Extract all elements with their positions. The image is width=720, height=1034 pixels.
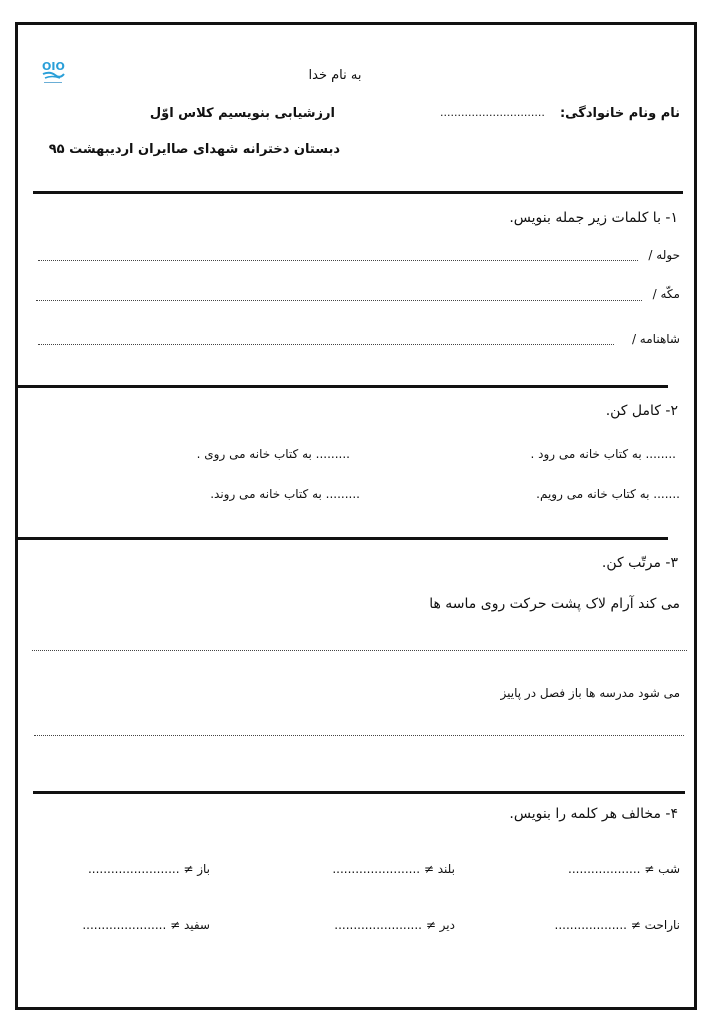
fill-blank-item[interactable]: ........ به کتاب خانه می رود . [530,447,676,461]
word-label: حوله / [648,248,680,262]
section-divider [33,791,685,794]
antonym-item[interactable]: دیر ≠ ....................... [334,918,455,932]
bismillah: به نام خدا [308,68,362,83]
svg-text:OIO: OIO [42,60,65,73]
word-label: شاهنامه / [631,332,680,346]
antonym-item[interactable]: بلند ≠ ....................... [332,862,455,876]
section-2-title: ۲- کامل کن. [605,403,678,419]
answer-line[interactable] [36,300,642,301]
answer-line[interactable] [34,735,684,736]
school-logo-icon [40,58,66,86]
fill-blank-item[interactable]: ......... به کتاب خانه می روند. [210,487,360,501]
scrambled-sentence: می کند آرام لاک پشت حرکت روی ماسه ها [429,596,680,612]
scrambled-sentence: می شود مدرسه ها باز فصل در پاییز [500,686,680,700]
section-divider [33,191,683,194]
section-4-title: ۴- مخالف هر کلمه را بنویس. [509,806,678,822]
name-field[interactable]: .............................. [440,106,545,119]
antonym-item[interactable]: باز ≠ ........................ [87,862,210,876]
answer-line[interactable] [38,344,614,345]
antonym-item[interactable]: ناراحت ≠ ................... [554,918,680,932]
section-divider [18,385,668,388]
word-label: مکّه / [652,287,680,301]
fill-blank-item[interactable]: ......... به کتاب خانه می روی . [196,447,350,461]
name-label: نام ونام خانوادگی: [559,106,680,121]
section-1-title: ۱- با کلمات زیر جمله بنویس. [509,210,678,226]
section-divider [18,537,668,540]
answer-line[interactable] [38,260,638,261]
section-3-title: ۳- مرتّب کن. [601,555,678,571]
fill-blank-item[interactable]: ....... به کتاب خانه می رویم. [536,487,680,501]
antonym-item[interactable]: شب ≠ ................... [568,862,680,876]
answer-line[interactable] [32,650,687,651]
exam-title: ارزشیابی بنویسیم کلاس اوّل [149,106,335,121]
school-line: دبستان دخترانه شهدای صاایران اردیبهشت ۹۵ [48,142,340,157]
antonym-item[interactable]: سفید ≠ ...................... [82,918,210,932]
